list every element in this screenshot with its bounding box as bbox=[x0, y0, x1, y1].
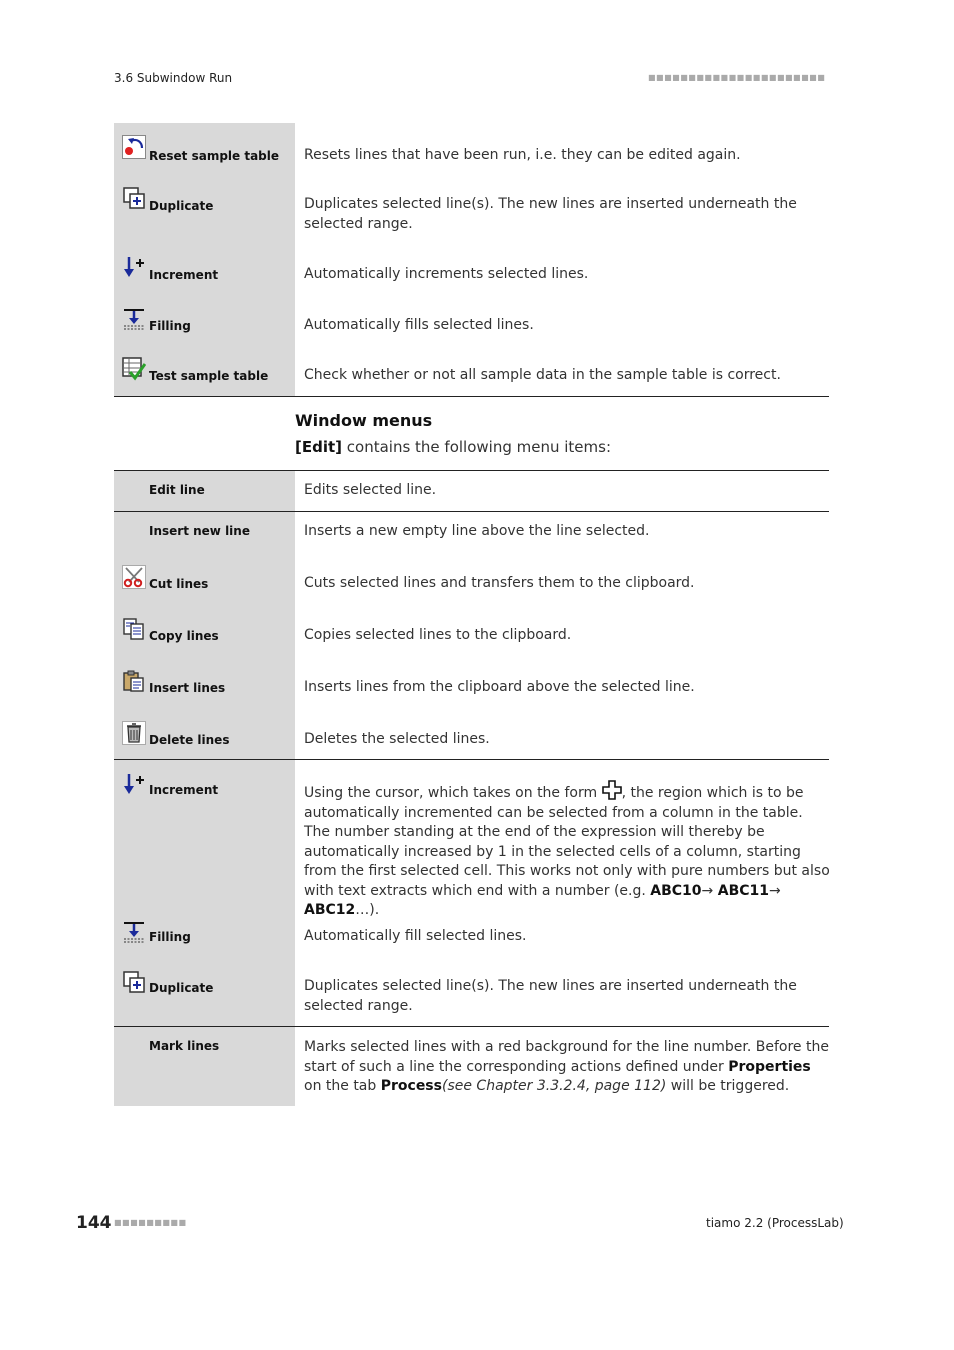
menu-name: [Edit] bbox=[295, 438, 343, 456]
term-description: Inserts a new empty line above the line selected. bbox=[304, 523, 650, 539]
increment-icon bbox=[122, 255, 146, 279]
increment-icon bbox=[122, 772, 146, 796]
section-intro bbox=[295, 438, 611, 456]
term-description: Copies selected lines to the clipboard. bbox=[304, 627, 572, 643]
cross-reference-link[interactable]: (see Chapter 3.3.2.4, page 112) bbox=[441, 1078, 667, 1094]
table-row bbox=[114, 760, 830, 918]
term-description: Deletes the selected lines. bbox=[304, 731, 490, 747]
term-description: Automatically fill selected lines. bbox=[304, 928, 527, 944]
term-description: Cuts selected lines and transfers them to the clipboard. bbox=[304, 575, 695, 591]
table-row bbox=[114, 614, 829, 666]
table-row bbox=[114, 512, 829, 562]
running-header-section: 3.6 Subwindow Run bbox=[114, 71, 233, 85]
test-table-icon bbox=[122, 357, 146, 381]
term-description: Edits selected line. bbox=[304, 482, 437, 498]
example-value: ABC11 bbox=[717, 882, 769, 899]
term-label: Insert new line bbox=[149, 524, 250, 538]
edit-menu-table-group-4 bbox=[114, 1027, 829, 1106]
term-label: Filling bbox=[149, 930, 191, 944]
term-label: Copy lines bbox=[149, 629, 219, 643]
term-label: Mark lines bbox=[149, 1039, 220, 1053]
section-intro-text: contains the following menu items: bbox=[342, 438, 612, 456]
duplicate-icon bbox=[122, 970, 146, 994]
copy-icon bbox=[122, 617, 146, 641]
term-description: Duplicates selected line(s). The new lines are inserted underneath the selected range. bbox=[304, 978, 797, 1014]
table-row bbox=[114, 961, 829, 1026]
term-label: Increment bbox=[149, 783, 219, 797]
term-description: Duplicates selected line(s). The new lines are inserted underneath the selected range. bbox=[304, 196, 797, 232]
edit-menu-table-group-3 bbox=[114, 760, 829, 1026]
term-description bbox=[304, 1038, 830, 1097]
footer-dots: ■■■■■■■■■ bbox=[114, 1218, 187, 1227]
table-row bbox=[114, 718, 829, 759]
term-label: Duplicate bbox=[149, 199, 214, 213]
filling-icon bbox=[122, 307, 146, 331]
duplicate-icon bbox=[122, 186, 146, 210]
term-label: Insert lines bbox=[149, 681, 226, 695]
desc-text: will be triggered. bbox=[666, 1078, 790, 1094]
term-description: Automatically increments selected lines. bbox=[304, 266, 589, 282]
ui-reference: Process bbox=[380, 1078, 442, 1094]
desc-text: , the region which is to be automatically incremented can be selected from a column in the table. The number standing at the end of the expression will thereby be automatically increased by 1 in the selected cells of a column, starting from the first selected cell. This works not only with pure numbers but also with text extracts which end with a number (e.g. bbox=[304, 785, 830, 899]
term-label: Delete lines bbox=[149, 733, 230, 747]
term-label: Duplicate bbox=[149, 981, 214, 995]
reset-icon bbox=[122, 135, 146, 159]
arrow-glyph: → bbox=[701, 882, 718, 899]
term-label: Reset sample table bbox=[149, 149, 280, 163]
term-description: Check whether or not all sample data in the sample table is correct. bbox=[304, 367, 781, 383]
page-number: 144 bbox=[76, 1213, 112, 1233]
edit-menu-table-group-2 bbox=[114, 512, 829, 759]
term-label: Cut lines bbox=[149, 577, 209, 591]
table-row bbox=[114, 243, 829, 293]
table-bottom-rule bbox=[114, 396, 829, 397]
section-title: Window menus bbox=[295, 411, 433, 430]
toolbar-functions-table bbox=[114, 123, 829, 396]
table-row bbox=[114, 666, 829, 718]
term-description: Automatically fills selected lines. bbox=[304, 317, 534, 333]
table-row bbox=[114, 173, 829, 243]
footer-product: tiamo 2.2 (ProcessLab) bbox=[706, 1216, 844, 1230]
term-description: Inserts lines from the clipboard above the selected line. bbox=[304, 679, 695, 695]
term-description bbox=[304, 780, 830, 921]
table-row bbox=[114, 1027, 829, 1106]
table-row bbox=[114, 123, 829, 173]
term-label: Increment bbox=[149, 268, 219, 282]
desc-text: on the tab bbox=[304, 1078, 381, 1094]
paste-icon bbox=[122, 669, 146, 693]
term-description: Resets lines that have been run, i.e. they can be edited again. bbox=[304, 147, 741, 163]
trash-icon bbox=[122, 721, 146, 745]
example-value: ABC12 bbox=[304, 902, 356, 918]
table-row bbox=[114, 562, 829, 614]
table-row bbox=[114, 471, 829, 511]
example-value: ABC10 bbox=[650, 882, 702, 899]
desc-text: Marks selected lines with a red background for the line number. Before the start of such a line the corresponding actions defined under bbox=[304, 1039, 829, 1075]
cross-cursor-icon bbox=[602, 780, 622, 800]
table-row bbox=[114, 343, 829, 396]
filling-icon bbox=[122, 920, 146, 944]
running-header-dots: ■■■■■■■■■■■■■■■■■■■■■■ bbox=[648, 73, 826, 82]
ui-reference: Properties bbox=[728, 1058, 811, 1075]
table-row bbox=[114, 910, 829, 961]
scissors-icon bbox=[122, 565, 146, 589]
desc-text: Using the cursor, which takes on the form bbox=[304, 785, 602, 801]
desc-text: …). bbox=[355, 902, 380, 918]
table-row bbox=[114, 293, 829, 343]
term-label: Edit line bbox=[149, 483, 205, 497]
term-label: Filling bbox=[149, 319, 191, 333]
term-label: Test sample table bbox=[149, 369, 269, 383]
arrow-glyph: → bbox=[769, 882, 781, 899]
